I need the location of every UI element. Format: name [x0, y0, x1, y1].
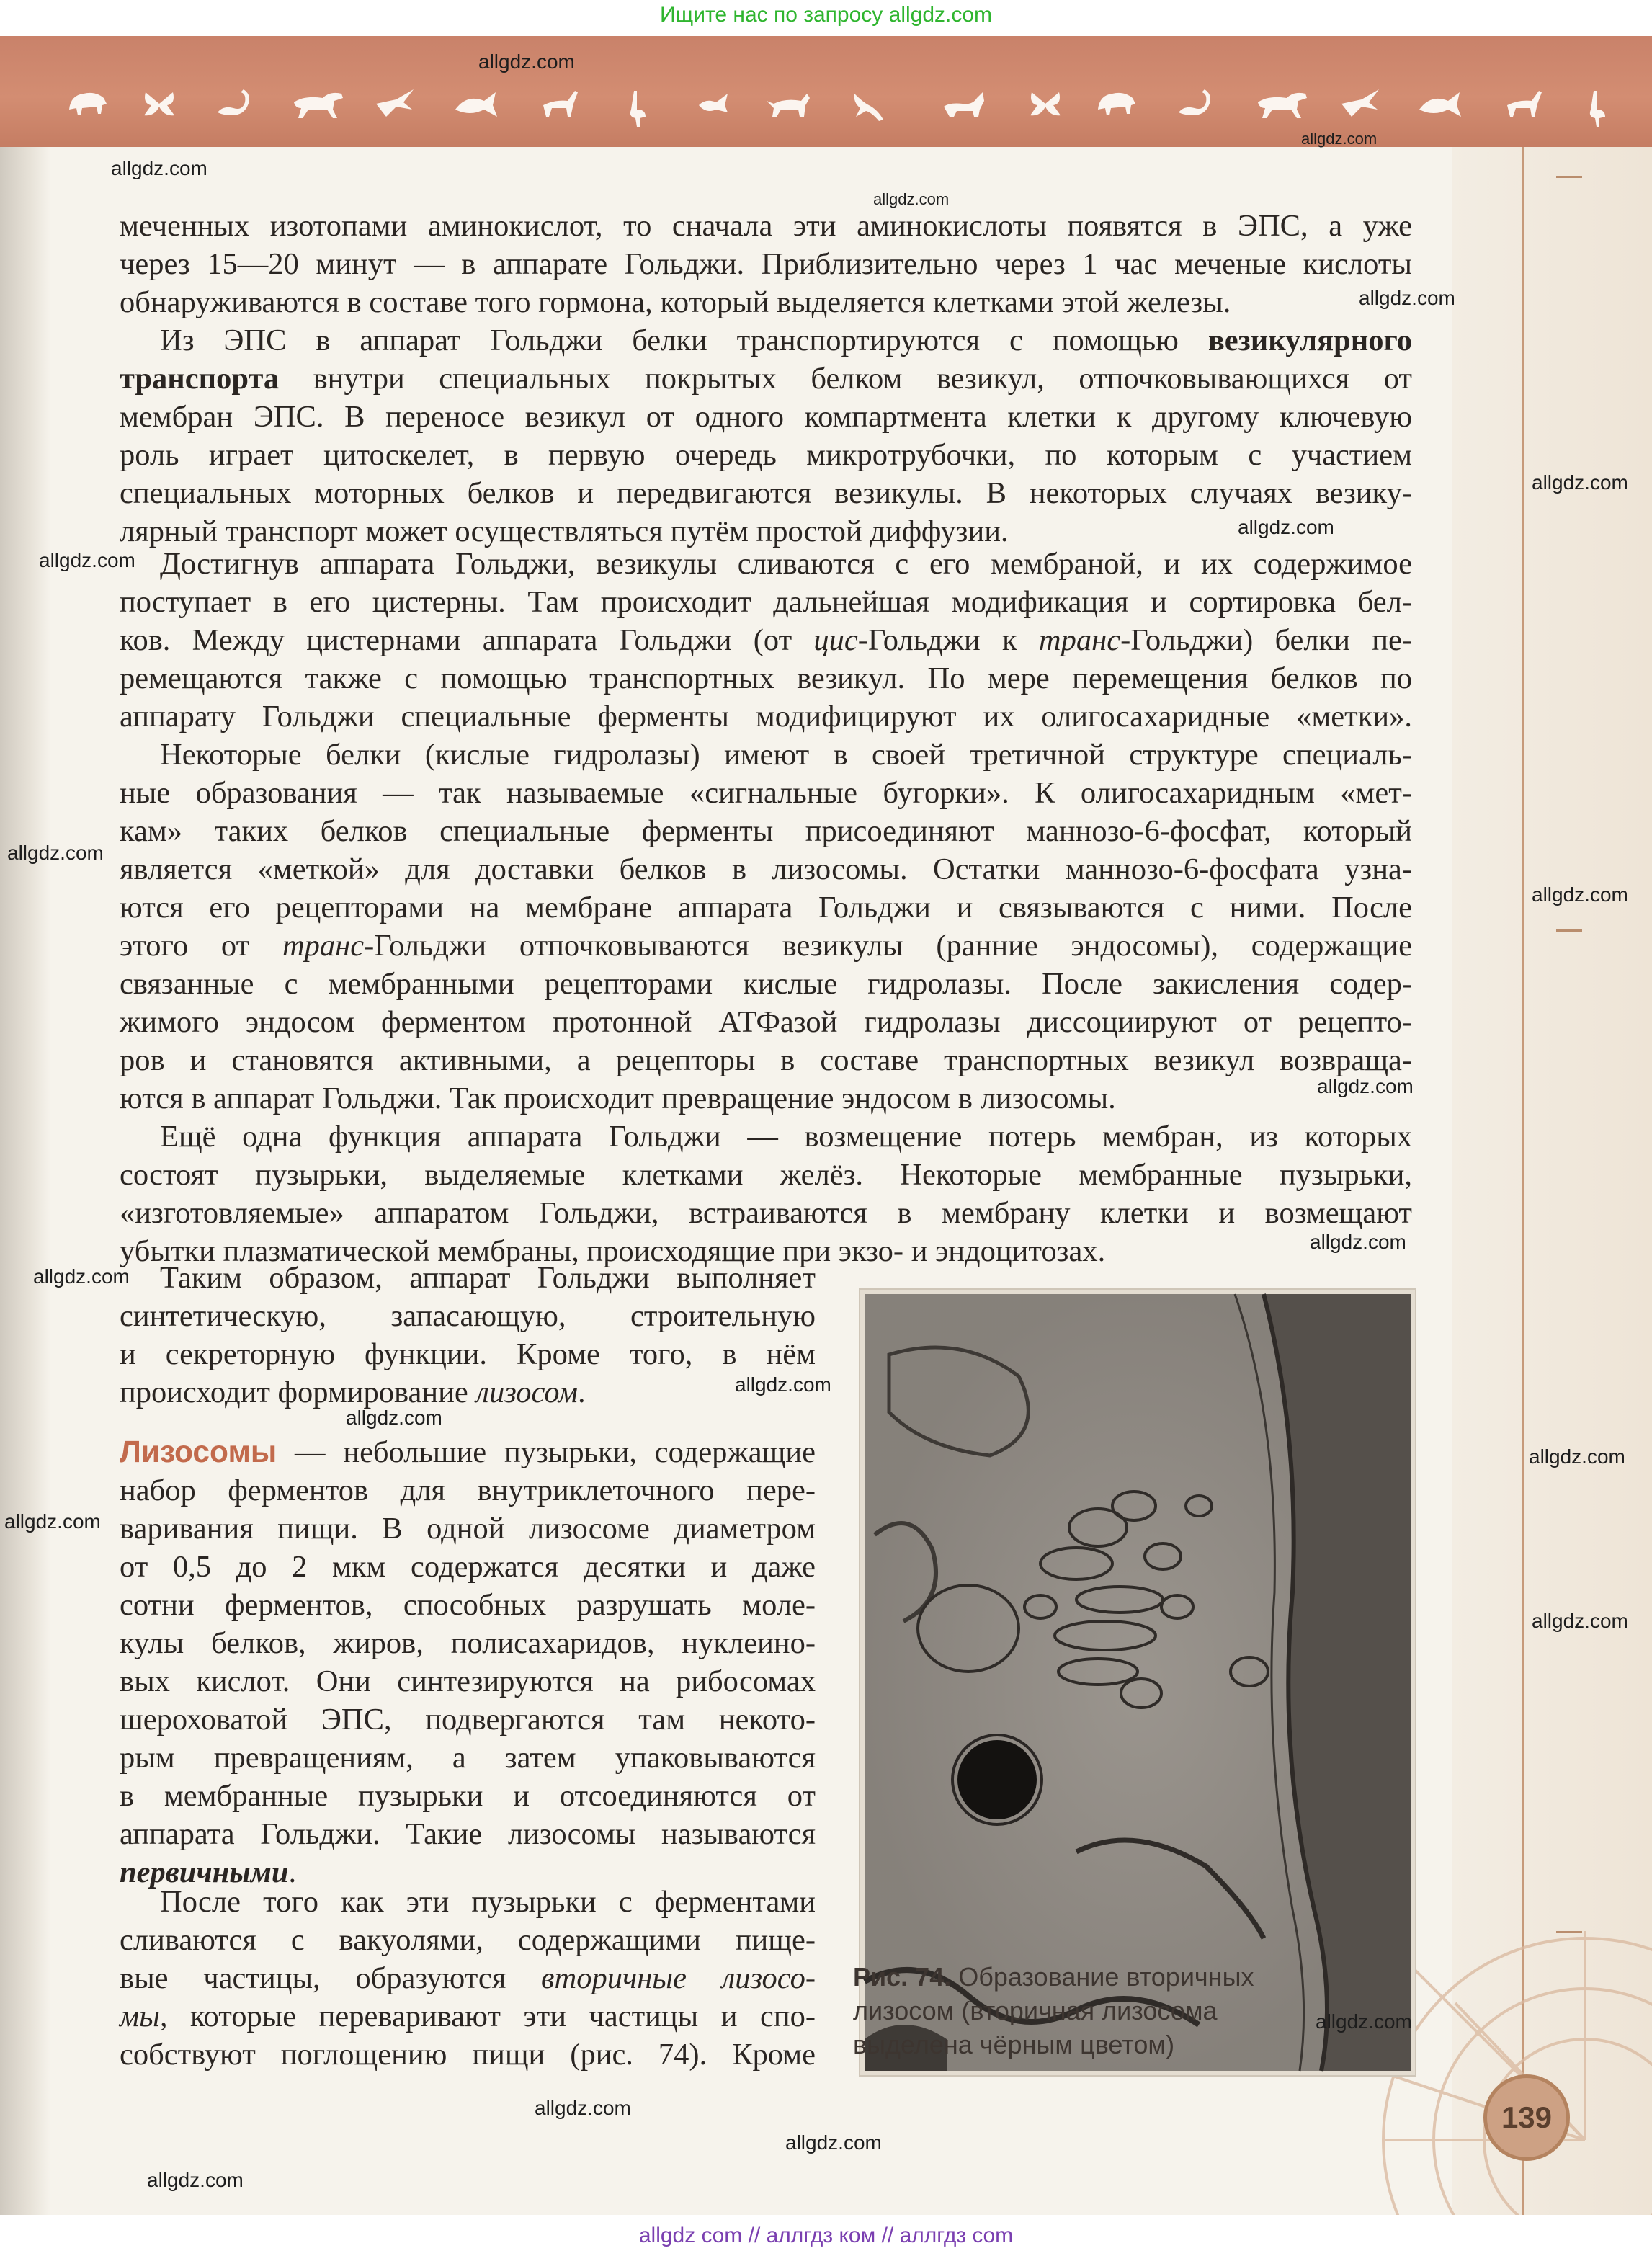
text-line: собствуют поглощению пищи (рис. 74). Кроме	[120, 2038, 816, 2072]
italic-term: транс	[1038, 623, 1121, 657]
text-line: в мембранные пузырьки и отсоединяются от	[120, 1779, 816, 1813]
text-line: ные образования — так называемые «сигнальные бугорки». К олигосахаридным «мет-	[120, 776, 1412, 810]
watermark: allgdz.com	[1310, 1231, 1406, 1253]
ostrich-icon	[1584, 88, 1609, 128]
text-line: мембран ЭПС. В переносе везикул от одного компартмента клетки к другому ключевую	[120, 400, 1412, 434]
text-line: ются в аппарат Гольджи. Так происходит превращение эндосом в лизосомы.	[120, 1082, 1116, 1115]
text-line: Таким образом, аппарат Гольджи выполняет	[160, 1261, 816, 1295]
text-line: рым превращениям, а затем упаковываются	[120, 1741, 816, 1775]
bold-term: везикулярного	[1207, 324, 1412, 357]
text-span: внутри специальных покрытых белком везикул, отпочковывающихся от	[279, 362, 1412, 396]
watermark: allgdz.com	[735, 1373, 831, 1396]
watermark: allgdz.com	[1359, 287, 1455, 309]
watermark: allgdz.com	[346, 1406, 442, 1429]
bold-italic-term: первичными	[120, 1855, 289, 1889]
text-span: которые переваривают эти частицы и спо-	[167, 1999, 816, 2033]
watermark: allgdz.com	[7, 842, 104, 864]
micrograph-image	[860, 1290, 1415, 2075]
text-line	[120, 622, 1412, 659]
text-line: синтетическую, запасающую, строительную	[120, 1299, 816, 1333]
text-line: лярный транспорт может осуществляться путём простой диффузии.	[120, 514, 1009, 548]
text-line: жимого эндосом ферментом протонной АТФазой гидролазы диссоциируют от рецепто-	[120, 1005, 1412, 1039]
text-line: шероховатой ЭПС, подвергаются там некото-	[120, 1703, 816, 1736]
text-span: этого от	[120, 929, 282, 963]
watermark: allgdz.com	[4, 1510, 101, 1533]
text-line: ремещаются также с помощью транспортных везикул. По мере перемещения белков по	[120, 661, 1412, 695]
fish-icon	[452, 88, 499, 120]
watermark: allgdz.com	[478, 50, 575, 73]
watermark: allgdz.com	[147, 2169, 244, 2191]
watermark: allgdz.com	[1238, 516, 1334, 538]
text-line: состоят пузырьки, выделяемые клетками желёз. Некоторые мембранные пузырьки,	[120, 1158, 1412, 1192]
lizard-icon	[850, 88, 888, 124]
watermark: allgdz.com	[1529, 1445, 1625, 1468]
deer-icon	[537, 88, 581, 120]
watermark: allgdz.com	[1316, 2010, 1412, 2033]
butterfly-icon	[1027, 88, 1063, 120]
text-line: ются его рецепторами на мембране аппарата Гольджи и связываются с ними. После	[120, 891, 1412, 924]
margin-tick	[1556, 929, 1582, 932]
text-line: Достигнув аппарата Гольджи, везикулы сливаются с его мембраной, и их содержимое	[160, 547, 1412, 581]
text-line: кулы белков, жиров, полисахаридов, нуклеино-	[120, 1626, 816, 1660]
text-line: через 15—20 минут — в аппарате Гольджи. Приблизительно через 1 час меченые кислоты	[120, 247, 1412, 281]
page-spine-shadow	[0, 147, 50, 2215]
caption-line: лизосом (вторичная лизосома	[853, 1996, 1218, 2025]
caption-line	[853, 1960, 1401, 1994]
scorpion-icon	[1174, 88, 1215, 120]
watermark: allgdz.com	[785, 2131, 882, 2154]
caption-label: Рис. 74.	[853, 1962, 952, 1992]
text-span: ков. Между цистернами аппарата Гольджи (от	[120, 623, 814, 657]
watermark: allgdz.com	[111, 157, 207, 179]
text-span: -Гольджи) белки пе-	[1120, 623, 1412, 657]
top-search-link[interactable]: Ищите нас по запросу allgdz.com	[659, 3, 993, 27]
text-line: специальных моторных белков и передвигаются везикулы. В некоторых случаях везику-	[120, 476, 1412, 510]
bee-icon	[692, 88, 732, 120]
text-line: Некоторые белки (кислые гидролазы) имеют в своей третичной структуре специаль-	[160, 738, 1412, 772]
italic-term: транс	[282, 929, 365, 963]
text-line: и секреторную функции. Кроме того, в нём	[120, 1337, 816, 1371]
text-line: обнаруживаются в составе того гормона, который выделяется клетками этой железы.	[120, 285, 1231, 319]
butterfly-icon	[141, 88, 177, 120]
text-line	[120, 1998, 816, 2036]
bison-icon	[1095, 88, 1138, 120]
text-line: ров и становятся активными, а рецепторы в составе транспортных везикул возвраща-	[120, 1043, 1412, 1077]
fish-icon	[1416, 88, 1463, 120]
text-line: сливаются с вакуолями, содержащими пище-	[120, 1923, 816, 1957]
text-line: является «меткой» для доставки белков в лизосомы. Остатки маннозо-6-фосфата узна-	[120, 852, 1412, 886]
text-span: вые частицы, образуются	[120, 1961, 542, 1995]
text-line: набор ферментов для внутриклеточного пере-	[120, 1473, 816, 1507]
deer-icon	[1501, 88, 1545, 120]
text-span: -Гольджи отпочковываются везикулы (ранние эндосомы), содержащие	[364, 929, 1412, 963]
ostrich-icon	[624, 88, 650, 128]
watermark: allgdz.com	[1532, 471, 1628, 494]
bird-icon	[1340, 88, 1380, 120]
italic-term: вторичные лизосо-	[541, 1961, 816, 1995]
text-line: от 0,5 до 2 мкм содержатся десятки и даже	[120, 1550, 816, 1584]
text-line: После того как эти пузырьки с ферментами	[160, 1885, 816, 1919]
text-line: убытки плазматической мембраны, происходящие при экзо- и эндоцитозах.	[120, 1234, 1106, 1268]
text-line: роль играет цитоскелет, в первую очередь микротрубочки, по которым с участием	[120, 438, 1412, 472]
cat-icon	[941, 88, 987, 120]
text-line: поступает в его цистерны. Там происходит дальнейшая модификация и сортировка бел-	[120, 585, 1412, 619]
bird-icon	[375, 88, 415, 120]
text-line: аппарату Гольджи специальные ферменты модифицируют их олигосахаридные «метки».	[120, 700, 1412, 734]
text-line: кам» таких белков специальные ферменты присоединяют маннозо-6-фосфат, который	[120, 814, 1412, 848]
text-line: связанные с мембранными рецепторами кислые гидролазы. После закисления содер-	[120, 967, 1412, 1001]
watermark: allgdz.com	[33, 1265, 130, 1288]
text-span: Из ЭПС в аппарат Гольджи белки транспортируются с помощью	[160, 324, 1208, 357]
figure-74	[859, 1288, 1416, 2077]
text-line: вых кислот. Они синтезируются на рибосомах	[120, 1664, 816, 1698]
text-line	[120, 1960, 816, 1997]
italic-term: лизосом	[475, 1376, 579, 1409]
text-line: меченных изотопами аминокислот, то сначала эти аминокислоты появятся в ЭПС, а уже	[120, 209, 1412, 243]
watermark: allgdz.com	[1532, 883, 1628, 906]
bison-icon	[66, 88, 110, 120]
watermark: allgdz.com	[1301, 130, 1378, 148]
page-number: 139	[1483, 2074, 1570, 2161]
text-line	[120, 360, 1412, 398]
text-line	[160, 322, 1412, 360]
text-line	[120, 1434, 816, 1471]
watermark: allgdz.com	[535, 2097, 631, 2119]
margin-tick	[1556, 176, 1582, 178]
bottom-links[interactable]: allgdz com // аллгдз ком // аллгдз com	[638, 2224, 1014, 2247]
text-span: .	[578, 1376, 586, 1409]
term-heading: Лизосомы	[120, 1435, 277, 1469]
horse-icon	[1254, 88, 1311, 120]
text-line: варивания пищи. В одной лизосоме диаметром	[120, 1512, 816, 1546]
text-line: Ещё одна функция аппарата Гольджи — возмещение потерь мембран, из которых	[160, 1120, 1412, 1154]
text-span: — небольшие пузырьки, содержащие	[277, 1435, 816, 1469]
dog-icon	[764, 88, 813, 120]
caption-line: выделена чёрным цветом)	[853, 2030, 1175, 2059]
scorpion-icon	[213, 88, 254, 120]
caption-text: Образование вторичных	[951, 1962, 1254, 1992]
text-span: происходит формирование	[120, 1376, 476, 1409]
watermark: allgdz.com	[39, 549, 135, 571]
watermark: allgdz.com	[1317, 1075, 1414, 1097]
text-span: .	[288, 1855, 297, 1889]
italic-term: цис	[813, 623, 858, 657]
italic-term: мы,	[120, 1999, 168, 2033]
text-line	[120, 927, 1412, 965]
text-line: сотни ферментов, способных разрушать моле-	[120, 1588, 816, 1622]
text-span: -Гольджи к	[857, 623, 1039, 657]
horse-icon	[290, 88, 347, 120]
bold-term: транспорта	[120, 362, 280, 396]
watermark: allgdz.com	[873, 190, 950, 208]
text-line: аппарата Гольджи. Такие лизосомы называются	[120, 1817, 816, 1851]
watermark: allgdz.com	[1532, 1610, 1628, 1632]
text-line: «изготовляемые» аппаратом Гольджи, встраиваются в мембрану клетки и возмещают	[120, 1196, 1412, 1230]
